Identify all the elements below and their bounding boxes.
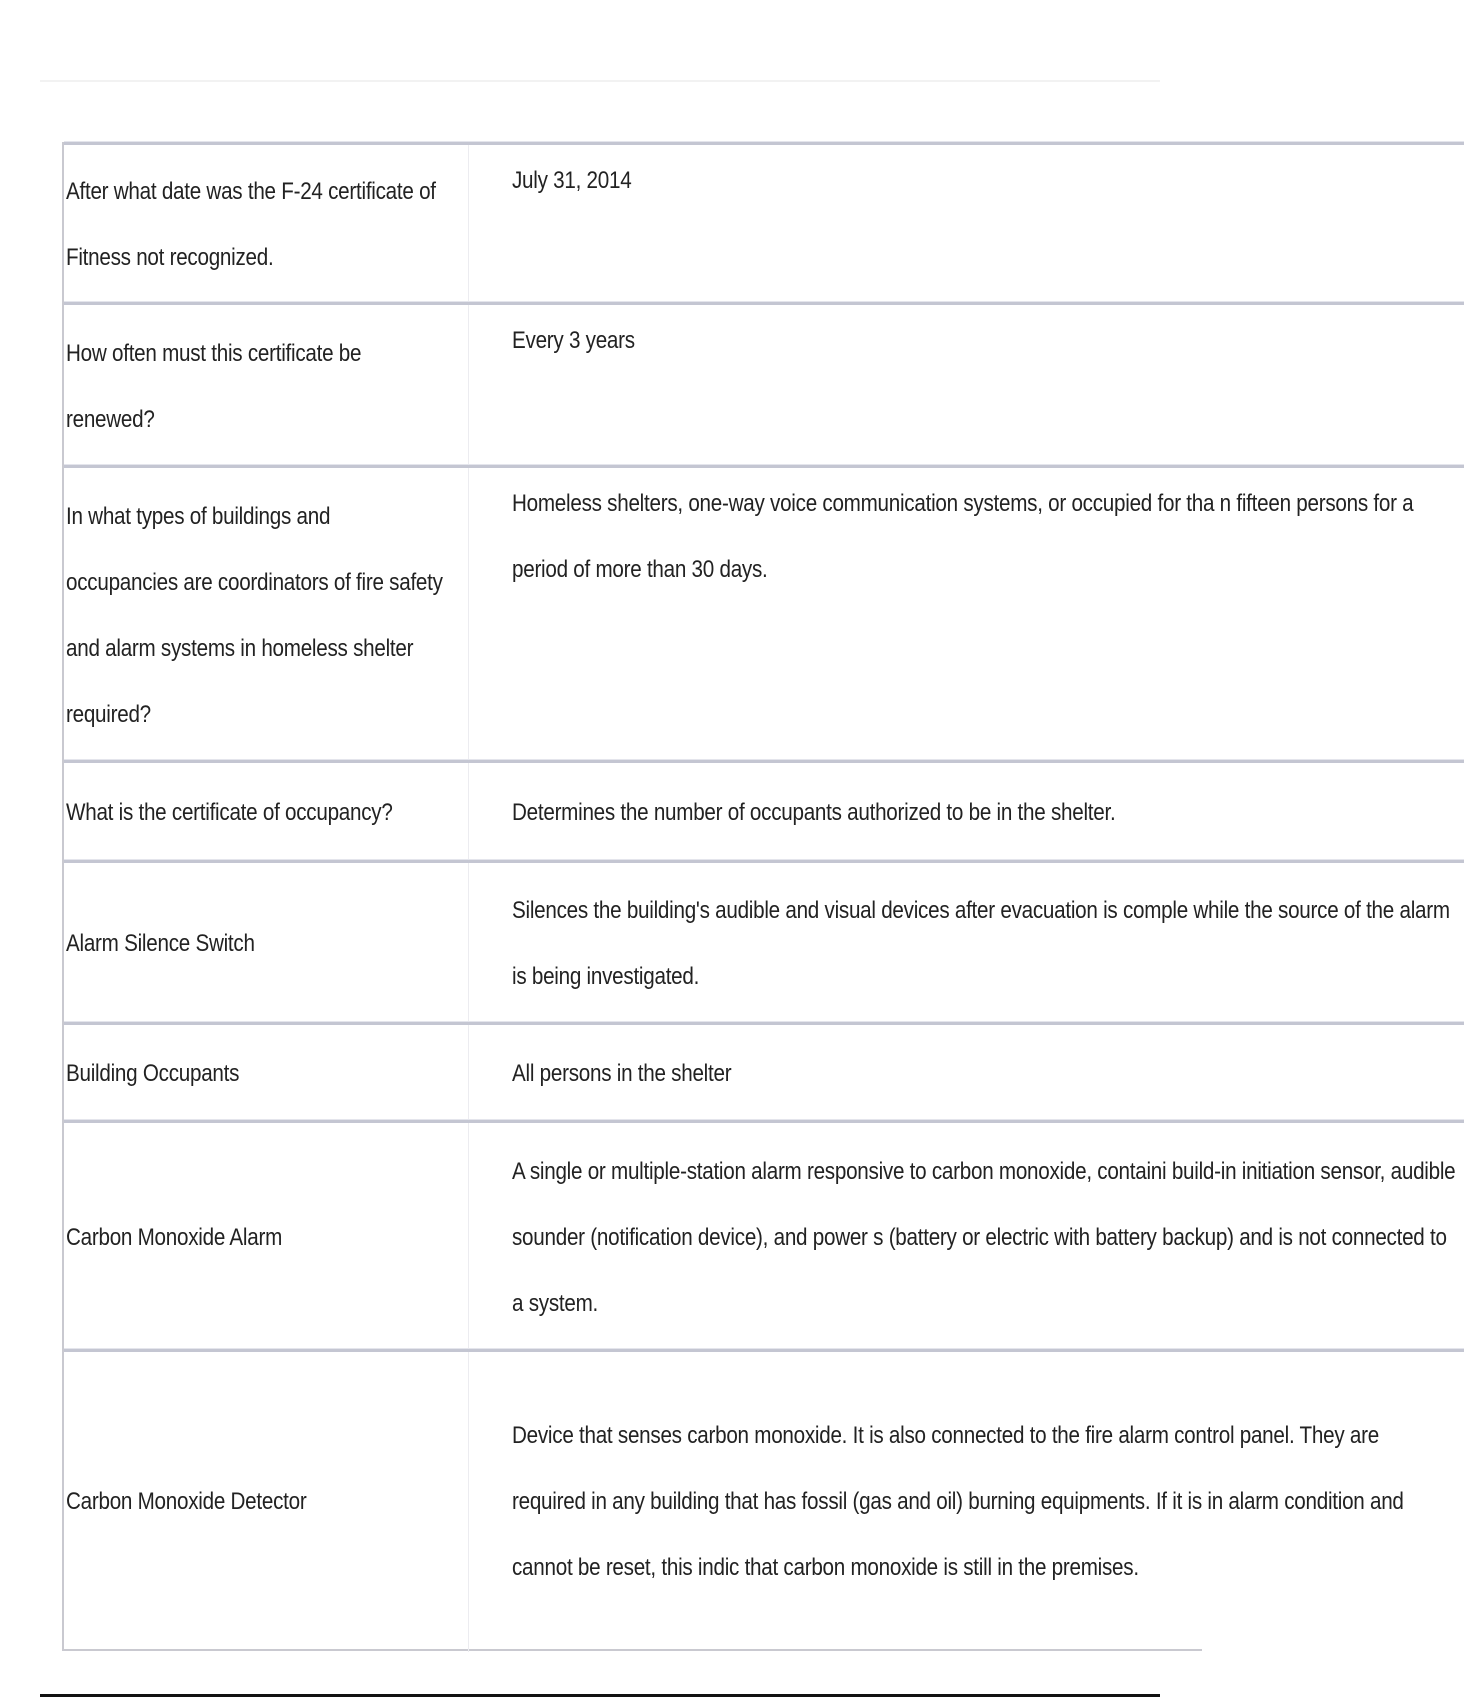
term-cell	[64, 468, 469, 763]
term-text: Building Occupants	[66, 1060, 240, 1087]
table-row	[64, 1022, 1464, 1123]
definition-cell	[510, 1025, 1460, 1123]
term-text: After what date was the F-24 certificate of Fitness not recognized.	[66, 178, 436, 271]
term-cell	[64, 763, 469, 863]
table-row	[64, 1120, 1464, 1352]
term-cell	[64, 1352, 469, 1652]
definition-cell	[510, 305, 1460, 468]
definition-text: Determines the number of occupants authorized to be in the shelter.	[512, 799, 1116, 826]
term-text: What is the certificate of occupancy?	[66, 799, 393, 826]
term-text: Alarm Silence Switch	[66, 930, 255, 957]
definition-cell	[510, 1123, 1460, 1352]
definition-text: Homeless shelters, one-way voice communication systems, or occupied for tha n fifteen persons for a period of more than 30 days.	[512, 490, 1414, 583]
term-cell	[64, 1025, 469, 1123]
term-cell	[64, 145, 469, 305]
table-row	[64, 860, 1464, 1025]
term-text: In what types of buildings and occupancies are coordinators of fire safety and alarm systems in homeless shelter required?	[66, 502, 443, 728]
table-row	[64, 302, 1464, 468]
term-text: Carbon Monoxide Alarm	[66, 1223, 283, 1251]
definition-text: Silences the building's audible and visual devices after evacuation is comple while the source of the alarm is being investigated.	[512, 897, 1450, 990]
definition-text: A single or multiple-station alarm responsive to carbon monoxide, containi build-in initiation sensor, audible sounder (notification device), and power s (battery or electric with battery backup) and is not connected to a system.	[512, 1157, 1456, 1317]
table-row	[64, 465, 1464, 763]
definition-text: July 31, 2014	[512, 167, 632, 194]
term-cell	[64, 863, 469, 1025]
definition-cell	[510, 1352, 1460, 1652]
definition-cell	[510, 468, 1460, 763]
term-text: Carbon Monoxide Detector	[66, 1488, 307, 1515]
table-row	[64, 760, 1464, 863]
top-divider	[40, 80, 1160, 82]
definition-text: Every 3 years	[512, 327, 635, 354]
term-text: How often must this certificate be renewed?	[66, 339, 362, 433]
table-row	[64, 142, 1464, 305]
table-row	[64, 1349, 1464, 1652]
definition-cell	[510, 763, 1460, 863]
term-cell	[64, 305, 469, 468]
flashcard-table	[62, 142, 1456, 1651]
definition-cell	[510, 863, 1460, 1025]
definition-text: Device that senses carbon monoxide. It is also connected to the fire alarm control panel. They are required in any building that has fossil (gas and oil) burning equipments. If it is in alarm condition and cannot be reset, this indic that carbon monoxide is still in the premises.	[512, 1422, 1404, 1581]
definition-text: All persons in the shelter	[512, 1060, 732, 1087]
bottom-divider	[40, 1694, 1160, 1697]
term-cell	[64, 1123, 469, 1352]
definition-cell	[510, 145, 1460, 305]
